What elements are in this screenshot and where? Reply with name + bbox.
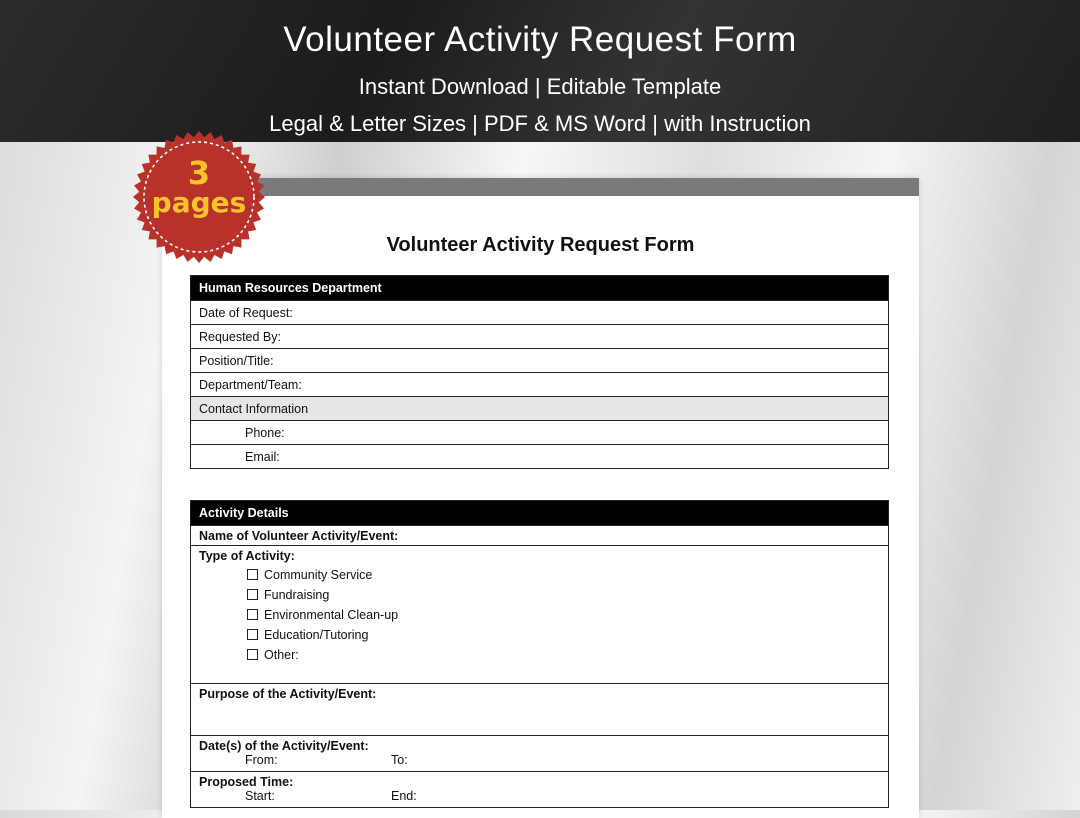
activity-section-header: Activity Details [191, 501, 889, 526]
banner-subtitle-2: Legal & Letter Sizes | PDF & MS Word | with Instruction [269, 111, 811, 136]
field-end[interactable]: End: [391, 789, 417, 803]
banner-title: Volunteer Activity Request Form [283, 20, 797, 59]
activity-dates-label: Date(s) of the Activity/Event: [199, 739, 369, 753]
pages-badge [132, 130, 266, 264]
proposed-time-cell [191, 772, 889, 808]
contact-info-header: Contact Information [191, 397, 889, 421]
hr-section-table [190, 275, 889, 469]
field-activity-name[interactable]: Name of Volunteer Activity/Event: [191, 526, 889, 546]
activity-type-options [199, 563, 880, 675]
activity-type-cell [191, 546, 889, 684]
field-date-of-request[interactable]: Date of Request: [191, 301, 889, 325]
field-department-team[interactable]: Department/Team: [191, 373, 889, 397]
checkbox-icon[interactable] [247, 569, 258, 580]
field-email[interactable]: Email: [191, 445, 889, 469]
activity-dates-cell [191, 736, 889, 772]
document-header-bar [162, 178, 919, 196]
document-title: Volunteer Activity Request Form [386, 234, 695, 256]
activity-dates-range [199, 753, 880, 767]
checkbox-icon[interactable] [247, 609, 258, 620]
form-document [162, 178, 919, 818]
field-requested-by[interactable]: Requested By: [191, 325, 889, 349]
checkbox-icon[interactable] [247, 589, 258, 600]
field-from[interactable]: From: [245, 753, 278, 767]
field-purpose[interactable]: Purpose of the Activity/Event: [191, 684, 889, 736]
activity-type-label: Type of Activity: [199, 549, 295, 563]
field-start[interactable]: Start: [245, 789, 275, 803]
checkbox-icon[interactable] [247, 649, 258, 660]
option-community-service[interactable]: Community Service [247, 565, 880, 585]
checkbox-icon[interactable] [247, 629, 258, 640]
promo-banner [0, 0, 1080, 142]
field-phone[interactable]: Phone: [191, 421, 889, 445]
option-environmental-clean-up[interactable]: Environmental Clean-up [247, 605, 880, 625]
proposed-time-label: Proposed Time: [199, 775, 294, 789]
option-education-tutoring[interactable]: Education/Tutoring [247, 625, 880, 645]
banner-subtitle-1: Instant Download | Editable Template [358, 74, 722, 99]
activity-section-table [190, 500, 889, 808]
option-other[interactable]: Other: [247, 645, 880, 665]
field-position-title[interactable]: Position/Title: [191, 349, 889, 373]
badge-number: 3 [187, 154, 211, 192]
hr-section-header: Human Resources Department [191, 276, 889, 301]
option-fundraising[interactable]: Fundraising [247, 585, 880, 605]
badge-word: pages [151, 186, 247, 219]
proposed-time-range [199, 789, 880, 803]
field-to[interactable]: To: [391, 753, 408, 767]
